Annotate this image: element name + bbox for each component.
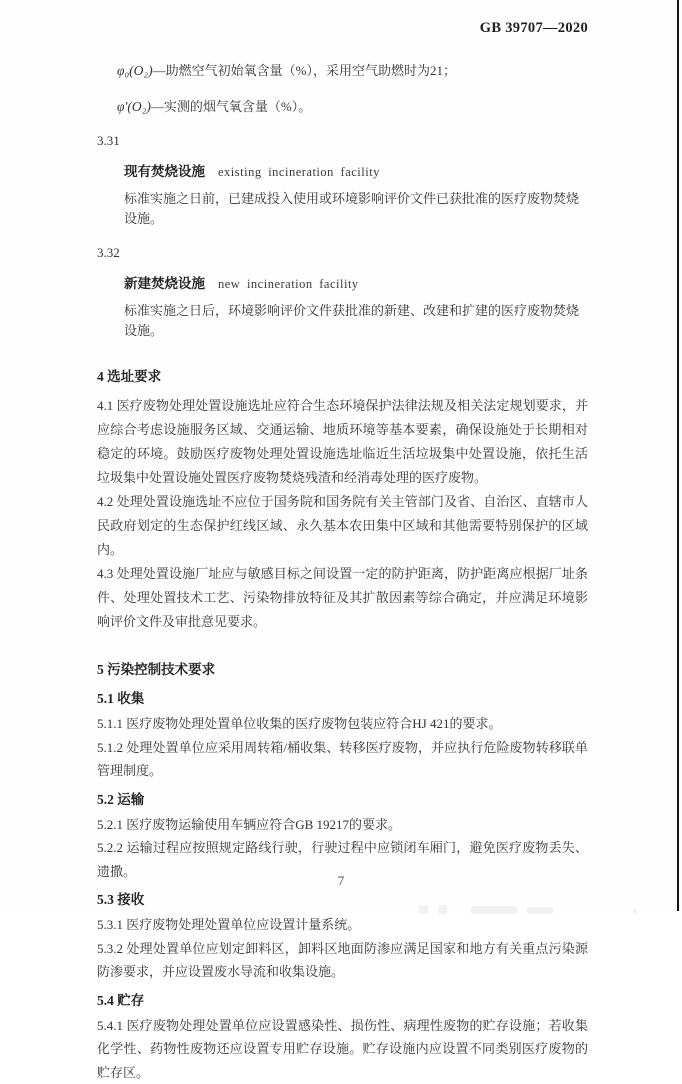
section-4-heading: 4 选址要求 <box>97 365 588 385</box>
subsection-5-4-heading: 5.4 贮存 <box>97 989 588 1009</box>
clause-5-3-1: 5.3.1 医疗废物处理处置单位应设置计量系统。 <box>97 913 588 937</box>
clause-5-2-1: 5.2.1 医疗废物运输使用车辆应符合GB 19217的要求。 <box>97 813 588 837</box>
clause-5-2-2: 5.2.2 运输过程应按照规定路线行驶，行驶过程中应锁闭车厢门，避免医疗废物丢失、遗撒。 <box>97 836 588 883</box>
symbol-phi-prime-o2: φ′(O₂) <box>117 99 151 114</box>
term-definition: 标准实施之日后，环境影响评价文件获批准的新建、改建和扩建的医疗废物焚烧设施。 <box>97 301 588 341</box>
symbol-phi0-o2: φ₀(O₂) <box>117 63 153 78</box>
page-content <box>97 20 588 1084</box>
term-heading <box>97 272 588 292</box>
term-number: 3.31 <box>97 133 588 149</box>
term-number: 3.32 <box>97 245 588 261</box>
clause-4-1: 4.1 医疗废物处理处置设施选址应符合生态环境保护法律法规及相关法定规划要求，并应综合考虑设施服务区域、交通运输、地质环境等基本要素，确保设施处于长期相对稳定的环境。鼓励医疗废物处理处置设施选址临近生活垃圾集中处置设施，依托生活垃圾集中处置设施处置医疗废物焚烧残渣和经消毒处理的医疗废物。 <box>97 394 588 490</box>
symbol-definition <box>117 97 588 116</box>
standard-code: GB 39707—2020 <box>97 20 588 37</box>
clause-5-1-2: 5.1.2 处理处置单位应采用周转箱/桶收集、转移医疗废物，并应执行危险废物转移联单管理制度。 <box>97 736 588 783</box>
term-entry-3-32 <box>97 245 588 341</box>
clause-5-1-1: 5.1.1 医疗废物处理处置单位收集的医疗废物包装应符合HJ 421的要求。 <box>97 712 588 736</box>
section-5-heading: 5 污染控制技术要求 <box>97 658 588 678</box>
term-name-zh: 新建焚烧设施 <box>124 276 205 291</box>
watermark-blob <box>633 909 637 914</box>
term-name-en: new incineration facility <box>218 277 359 291</box>
watermark-blob <box>527 907 553 914</box>
symbol-definitions <box>97 61 588 116</box>
symbol-definition-text: —助燃空气初始氧含量（%），采用空气助燃时为21； <box>153 63 456 78</box>
faint-watermark-artifact <box>419 902 637 914</box>
symbol-definition-text: —实测的烟气氧含量（%）。 <box>151 99 311 114</box>
section-4 <box>97 365 588 634</box>
symbol-definition <box>117 61 588 80</box>
subsection-5-1-heading: 5.1 收集 <box>97 687 588 707</box>
clause-4-2: 4.2 处理处置设施选址不应位于国务院和国务院有关主管部门及省、自治区、直辖市人民政府划定的生态保护红线区域、永久基本农田集中区域和其他需要特别保护的区域内。 <box>97 490 588 562</box>
term-definition: 标准实施之日前，已建成投入使用或环境影响评价文件已获批准的医疗废物焚烧设施。 <box>97 189 588 229</box>
watermark-blob <box>471 906 517 914</box>
watermark-blob <box>438 905 447 914</box>
term-name-en: existing incineration facility <box>218 165 380 179</box>
term-entry-3-31 <box>97 133 588 229</box>
watermark-blob <box>419 905 428 914</box>
page-number: 7 <box>0 873 682 889</box>
clause-5-3-2: 5.3.2 处理处置单位应划定卸料区，卸料区地面防渗应满足国家和地方有关重点污染源防渗要求，并应设置废水导流和收集设施。 <box>97 937 588 984</box>
term-name-zh: 现有焚烧设施 <box>124 164 205 179</box>
clause-4-3: 4.3 处理处置设施厂址应与敏感目标之间设置一定的防护距离，防护距离应根据厂址条件、处理处置技术工艺、污染物排放特征及其扩散因素等综合确定，并应满足环境影响评价文件及审批意见要求。 <box>97 562 588 634</box>
scan-edge-line <box>677 0 679 911</box>
subsection-5-2-heading: 5.2 运输 <box>97 788 588 808</box>
term-heading <box>97 160 588 180</box>
section-5 <box>97 658 588 1084</box>
clause-5-4-1: 5.4.1 医疗废物处理处置单位应设置感染性、损伤性、病理性废物的贮存设施；若收集化学性、药物性废物还应设置专用贮存设施。贮存设施内应设置不同类别医疗废物的贮存区。 <box>97 1014 588 1084</box>
subsection-5-3-heading: 5.3 接收 <box>97 888 588 908</box>
